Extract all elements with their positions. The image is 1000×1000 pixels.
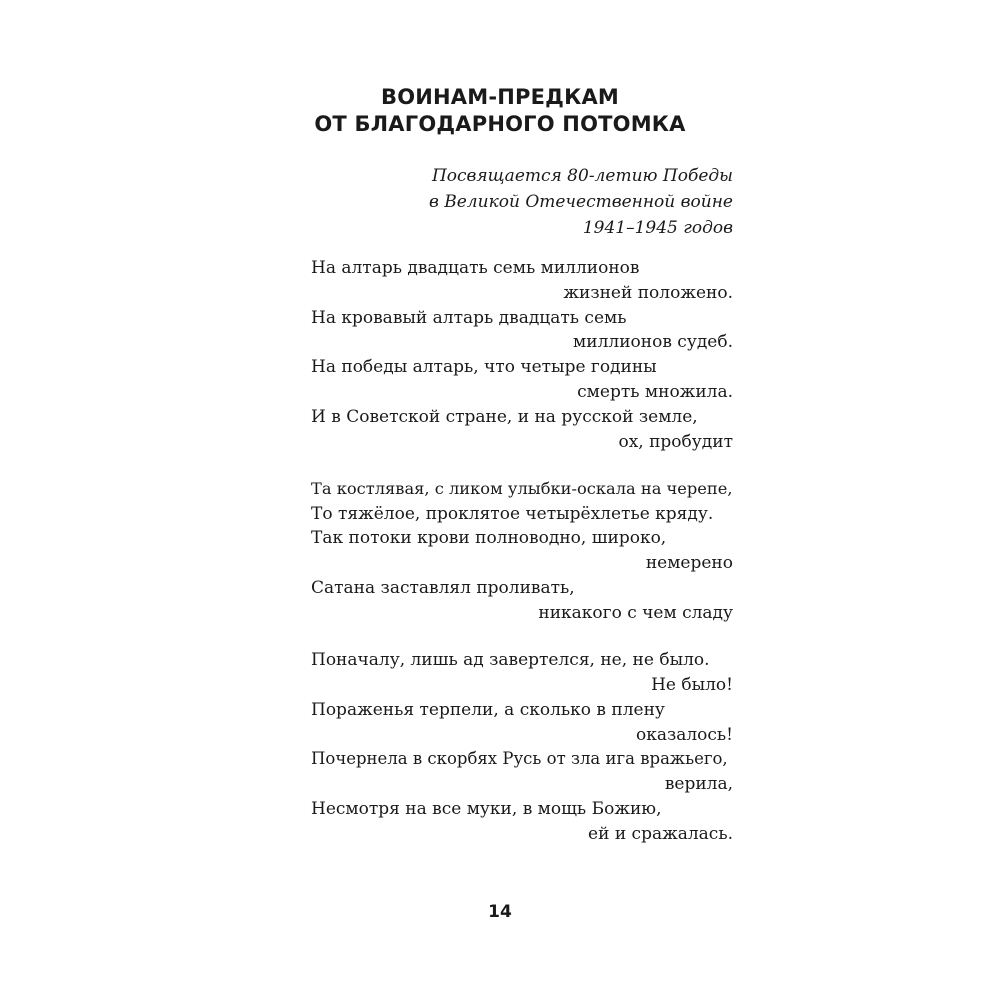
dedication-line: Посвящается 80-летию Победы: [431, 166, 733, 186]
stanza: [311, 477, 733, 626]
verse-line-continuation: оказалось!: [635, 724, 733, 745]
verse-line: Сатана заставлял проливать,: [311, 578, 575, 599]
verse-line-continuation: верила,: [664, 774, 733, 795]
verse-line: На алтарь двадцать семь миллионов: [311, 258, 640, 278]
dedication-line: 1941–1945 годов: [582, 218, 733, 238]
verse-line-continuation: никакого с чем сладу: [538, 602, 733, 623]
verse-line: Так потоки крови полноводно, широко,: [311, 528, 667, 549]
verse-line-continuation: немерено: [645, 553, 733, 574]
verse-line-continuation: миллионов судеб.: [573, 332, 733, 353]
dedication-epigraph: [429, 163, 733, 241]
verse-line: Та костлявая, с ликом улыбки-оскала на черепе,: [311, 478, 733, 498]
verse-line: Поначалу, лишь ад завертелся, не, не было.: [311, 650, 710, 671]
verse-line: Несмотря на все муки, в мощь Божию,: [311, 798, 662, 819]
verse-line-continuation: жизней положено.: [563, 282, 733, 303]
verse-line: Почернела в скорбях Русь от зла ига вражьего,: [311, 749, 728, 769]
verse-line: На кровавый алтарь двадцать семь: [311, 307, 627, 328]
poem-title: [250, 84, 750, 138]
verse-line: И в Советской стране, и на русской земле,: [311, 406, 698, 427]
stanza: [311, 648, 733, 846]
verse-line: На победы алтарь, что четыре годины: [311, 357, 657, 378]
page-number: 14: [488, 902, 512, 922]
verse-line: То тяжёлое, проклятое четырёхлетье кряду.: [311, 503, 714, 524]
poem-body: [311, 256, 733, 847]
verse-line-continuation: ох, пробудит: [618, 431, 733, 452]
dedication-line: в Великой Отечественной войне: [428, 192, 733, 212]
verse-line-continuation: Не было!: [651, 674, 733, 695]
verse-line: Пораженья терпели, а сколько в плену: [311, 699, 665, 720]
stanza-break: [311, 454, 733, 477]
verse-line-continuation: смерть множила.: [577, 381, 733, 402]
stanza-break: [311, 626, 733, 649]
stanza: [311, 256, 733, 454]
verse-line-continuation: ей и сражалась.: [588, 823, 733, 844]
poem-title-line: ВОИНАМ-ПРЕДКАМ: [380, 85, 619, 109]
poem-title-line: ОТ БЛАГОДАРНОГО ПОТОМКА: [314, 112, 686, 136]
